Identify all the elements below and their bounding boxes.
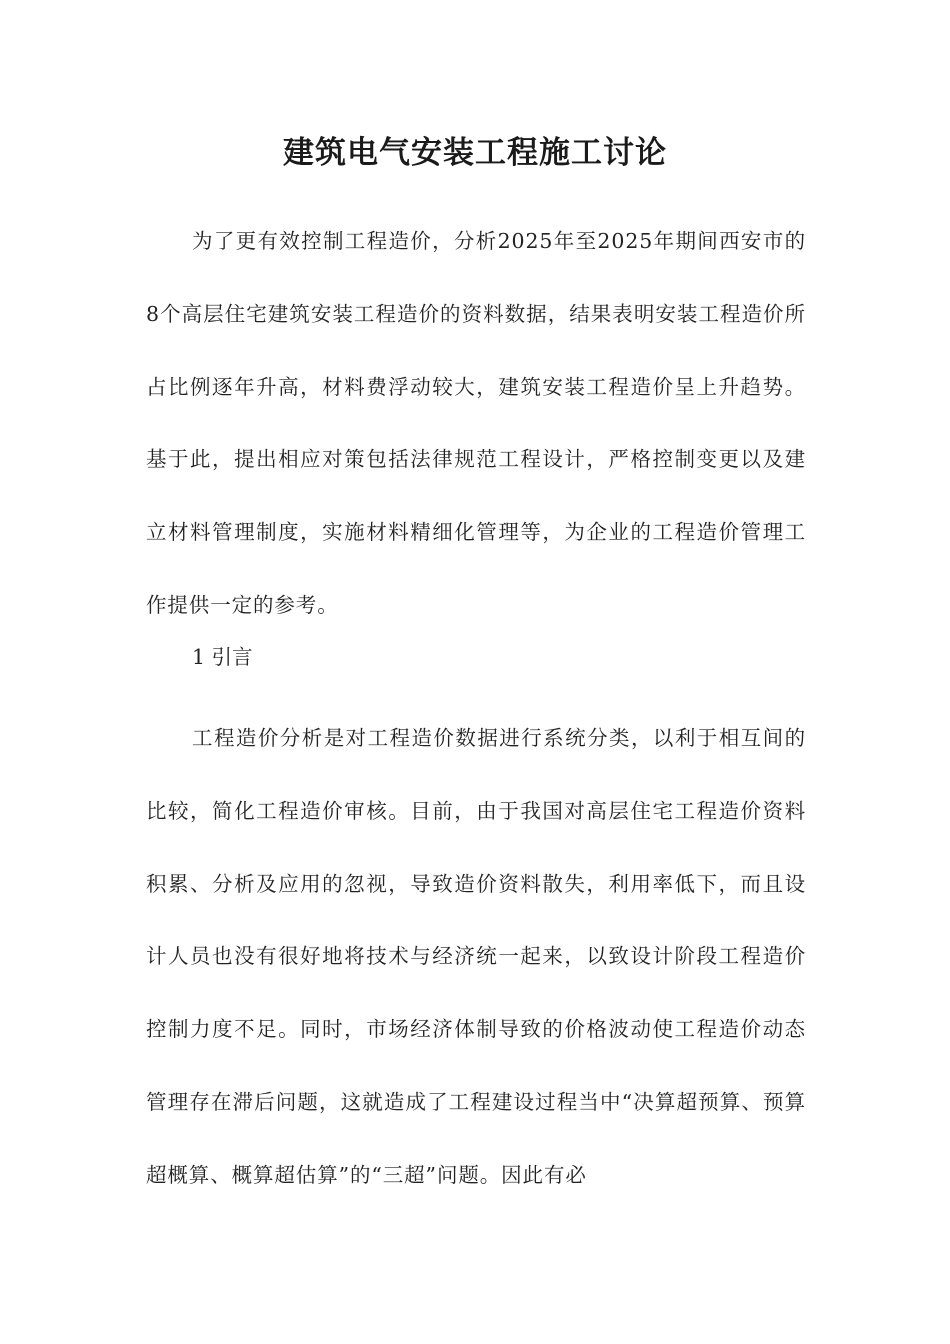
section-heading: 1 引言: [192, 645, 253, 669]
introduction-paragraph: 工程造价分析是对工程造价数据进行系统分类，以利于相互间的比较，简化工程造价审核。目前，由于我国对高层住宅工程造价资料积累、分析及应用的忽视，导致造价资料散失，利用率低下，而且设计人员也没有很好地将技术与经济统一起来，以致设计阶段工程造价控制力度不足。同时，市场经济体制导致的价格波动使工程造价动态管理存在滞后问题，这就造成了工程建设过程当中“决算超预算、预算超概算、概算超估算”的“三超”问题。因此有必: [146, 726, 806, 1187]
abstract-paragraph: 为了更有效控制工程造价，分析2025年至2025年期间西安市的8个高层住宅建筑安装工程造价的资料数据，结果表明安装工程造价所占比例逐年升高，材料费浮动较大，建筑安装工程造价呈上升趋势。基于此，提出相应对策包括法律规范工程设计，严格控制变更以及建立材料管理制度，实施材料精细化管理等，为企业的工程造价管理工作提供一定的参考。: [146, 229, 806, 617]
document-title: 建筑电气安装工程施工讨论: [283, 135, 667, 171]
